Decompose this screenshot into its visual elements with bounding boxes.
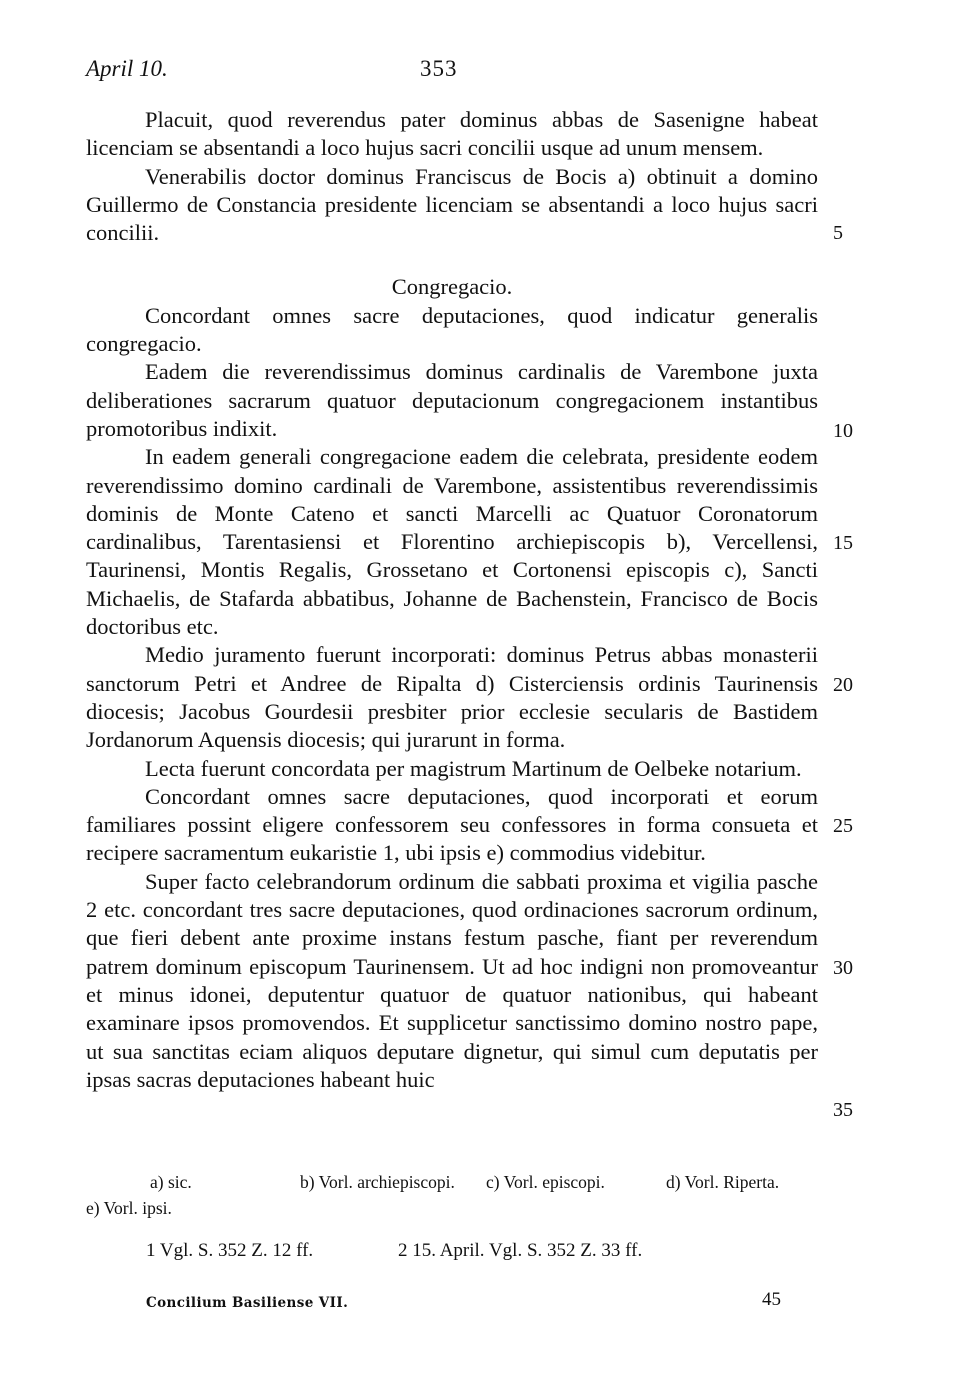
line-number-25: 25 xyxy=(833,815,853,837)
paragraph-4: Eadem die reverendissimus dominus cardinalis de Varembone juxta deliberationes sacrarum quatuor deputacionum congregacionem instantibus promotoribus indixit. xyxy=(86,359,818,441)
line-number-35: 35 xyxy=(833,1099,853,1121)
textual-note-d: d) Vorl. Riperta. xyxy=(666,1172,780,1192)
textual-note-c: c) Vorl. episcopi. xyxy=(486,1172,605,1192)
printer-signature: 45 xyxy=(762,1289,781,1310)
textual-note-b: b) Vorl. archiepiscopi. xyxy=(300,1172,455,1192)
line-number-15: 15 xyxy=(833,532,853,554)
series-title: Concilium Basiliense VII. xyxy=(146,1295,349,1311)
line-number-20: 20 xyxy=(833,674,853,696)
paragraph-2: Venerabilis doctor dominus Franciscus de Bocis a) obtinuit a domino Guillermo de Constancia presidente licenciam se absentandi a loco hujus sacri concilii. xyxy=(86,163,818,246)
paragraph-9: Super facto celebrandorum ordinum die sabbati proxima et vigilia pasche 2 etc. concordant tres sacre deputaciones, quod ordinaciones sacrorum ordinum, que fieri debent ante proxime instans festum pasche, fiant per reverendum patrem dominum episcopum Taurinensem. Ut ad hoc indigni non promoveantur et minus idonei, deputentur quatuor de quatuor nationibus, qui habeant examinare ipsos promovendos. Et supplicetur sanctissimo domino nostro pape, ut sua sanctitas eciam aliquos deputare dignetur, qui simul cum deputatis per ipsas sacras deputaciones habeant huic xyxy=(86,868,818,1092)
line-number-10: 10 xyxy=(833,420,853,442)
textual-note-e: e) Vorl. ipsi. xyxy=(86,1198,172,1218)
section-heading: Congregacio. xyxy=(391,274,513,300)
footnote-2: 2 15. April. Vgl. S. 352 Z. 33 ff. xyxy=(398,1240,643,1261)
main-text xyxy=(86,106,818,1094)
textual-note-a: a) sic. xyxy=(150,1172,192,1192)
paragraph-6: Medio juramento fuerunt incorporati: dominus Petrus abbas monasterii sanctorum Petri et Andree de Ripalta d) Cisterciensis ordinis Taurinensis diocesis; Jacobus Gourdesii presbiter prior ecclesie secularis de Bastidem Jordanorum Aquensis diocesis; qui jurarunt in forma. xyxy=(86,642,818,753)
paragraph-7: Lecta fuerunt concordata per magistrum Martinum de Oelbeke notarium. xyxy=(145,755,802,781)
paragraph-3: Concordant omnes sacre deputaciones, quod indicatur generalis congregacio. xyxy=(86,302,818,357)
line-number-5: 5 xyxy=(833,222,843,244)
page-number: 353 xyxy=(420,56,458,81)
paragraph-8: Concordant omnes sacre deputaciones, quod incorporati et eorum familiares possint eligere confessorem seu confessores in forma consueta et recipere sacramentum eukaristie 1, ubi ipsis e) commodius videbitur. xyxy=(86,783,818,866)
running-head-date: April 10. xyxy=(86,56,168,81)
paragraph-5: In eadem generali congregacione eadem die celebrata, presidente eodem reverendissimo domino cardinali de Varembone, assistentibus reverendissimis dominis de Monte Cateno et sancti Marcelli ac Quatuor Coronatorum cardinalibus, Tarentasiensi et Florentino archiepiscopis b), Vercellensi, Taurinensi, Montis Regalis, Grossetano et Cortonensi episcopis c), Sancti Michaelis, de Stafarda abbatibus, Johanne de Bachenstein, Francisco de Bocis doctoribus etc. xyxy=(86,444,818,640)
footnote-1: 1 Vgl. S. 352 Z. 12 ff. xyxy=(146,1240,314,1261)
line-number-30: 30 xyxy=(833,957,853,979)
paragraph-1: Placuit, quod reverendus pater dominus abbas de Sasenigne habeat licenciam se absentandi a loco hujus sacri concilii usque ad unum mensem. xyxy=(86,107,818,161)
